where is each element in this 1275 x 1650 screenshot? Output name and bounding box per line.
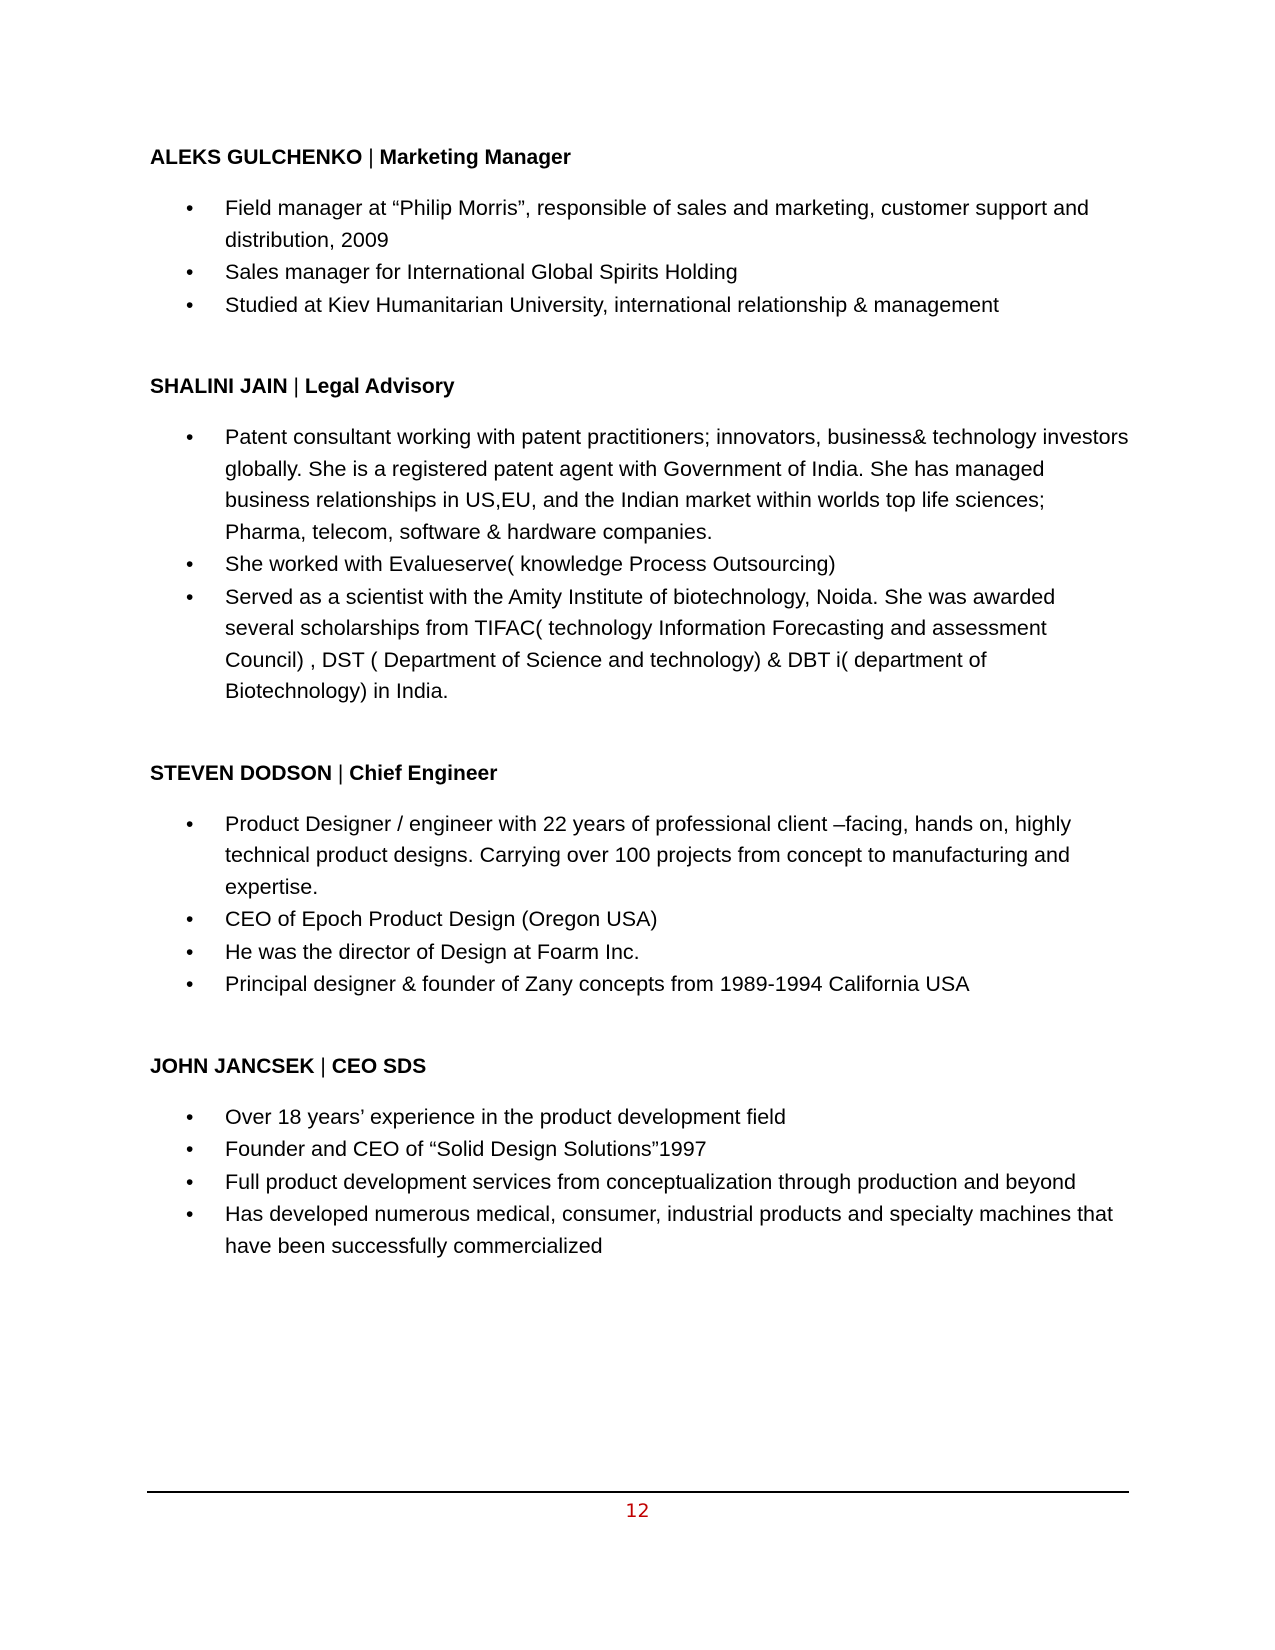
bullet-list: [150, 193, 1130, 321]
list-item: [150, 290, 1130, 322]
bullet-icon: •: [186, 908, 194, 931]
person-role: CEO SDS: [331, 1054, 427, 1078]
person-role: Chief Engineer: [349, 761, 498, 785]
person-name: JOHN JANCSEK: [150, 1054, 315, 1078]
footer-divider: [147, 1491, 1129, 1493]
bullet-text: Served as a scientist with the Amity Institute of biotechnology, Noida. She was awarded several scholarships from TIFAC( technology Information Forecasting and assessment Council) , DST ( Department of Science and technology) & DBT i( department of Biotechnology) in India.: [225, 584, 1056, 703]
bullet-text: Over 18 years’ experience in the product development field: [225, 1104, 786, 1129]
list-item: [150, 549, 1130, 581]
list-item: [150, 1167, 1130, 1199]
heading-separator: |: [368, 146, 374, 169]
bullet-list: [150, 422, 1130, 708]
list-item: [150, 193, 1130, 256]
list-item: [150, 1134, 1130, 1166]
person-role: Legal Advisory: [304, 375, 455, 398]
bullet-icon: •: [186, 197, 194, 220]
bullet-text: Studied at Kiev Humanitarian University, international relationship & management: [225, 292, 1000, 317]
bullet-icon: •: [186, 426, 194, 449]
bullet-text: CEO of Epoch Product Design (Oregon USA): [225, 907, 658, 931]
bullet-text: She worked with Evalueserve( knowledge Process Outsourcing): [225, 552, 836, 576]
bullet-icon: •: [186, 585, 194, 609]
bullet-icon: •: [186, 973, 194, 996]
list-item: [150, 937, 1130, 969]
list-item: [150, 582, 1130, 708]
bullet-text: He was the director of Design at Foarm Inc.: [225, 939, 640, 964]
bullet-icon: •: [186, 553, 194, 576]
list-item: [150, 904, 1130, 936]
bio-section-john-jancsek: [150, 1050, 1130, 1263]
bio-section-steven-dodson: [150, 757, 1130, 1001]
list-item: [150, 257, 1130, 289]
heading-separator: |: [337, 761, 344, 785]
bullet-text: Full product development services from conceptualization through production and beyond: [225, 1169, 1076, 1194]
heading-separator: |: [293, 375, 299, 398]
bio-section-shalini-jain: [150, 370, 1130, 708]
person-name: SHALINI JAIN: [150, 375, 288, 398]
bullet-icon: •: [186, 1138, 194, 1161]
bullet-text: Product Designer / engineer with 22 years of professional client –facing, hands on, highly technical product designs. Carrying over 100 projects from concept to manufacturing and expertise.: [225, 811, 1072, 899]
bullet-text: Principal designer & founder of Zany concepts from 1989-1994 California USA: [225, 972, 970, 996]
bullet-text: Patent consultant working with patent practitioners; innovators, business& technology investors globally. She is a registered patent agent with Government of India. She has managed business relationships in US,EU, and the Indian market within worlds top life sciences; Pharma, telecom, software & hardware companies.: [225, 425, 1129, 544]
bullet-text: Sales manager for International Global Spirits Holding: [225, 260, 738, 284]
page-number: 12: [625, 1500, 650, 1522]
bullet-text: Field manager at “Philip Morris”, responsible of sales and marketing, customer support and distribution, 2009: [225, 196, 1089, 252]
bullet-icon: •: [186, 940, 194, 964]
person-name: STEVEN DODSON: [150, 761, 333, 785]
bio-section-aleks-gulchenko: [150, 141, 1130, 321]
list-item: [150, 1102, 1130, 1134]
bullet-icon: •: [186, 1105, 194, 1129]
list-item: [150, 809, 1130, 904]
team-bios: [150, 141, 1130, 1263]
bio-heading: [150, 757, 1130, 791]
person-role: Marketing Manager: [379, 146, 571, 169]
bullet-text: Founder and CEO of “Solid Design Solutions”1997: [225, 1137, 707, 1161]
list-item: [150, 422, 1130, 548]
list-item: [150, 1199, 1130, 1262]
bullet-text: Has developed numerous medical, consumer, industrial products and specialty machines that have been successfully commercialized: [225, 1202, 1113, 1258]
bullet-list: [150, 1102, 1130, 1263]
person-name: ALEKS GULCHENKO: [150, 146, 363, 169]
bio-heading: [150, 141, 1130, 175]
bullet-icon: •: [186, 1170, 194, 1194]
bullet-icon: •: [186, 812, 194, 836]
bullet-list: [150, 809, 1130, 1001]
list-item: [150, 969, 1130, 1001]
bullet-icon: •: [186, 293, 194, 317]
bio-heading: [150, 370, 1130, 404]
bullet-icon: •: [186, 1203, 194, 1226]
bio-heading: [150, 1050, 1130, 1084]
bullet-icon: •: [186, 261, 194, 284]
heading-separator: |: [320, 1054, 326, 1078]
